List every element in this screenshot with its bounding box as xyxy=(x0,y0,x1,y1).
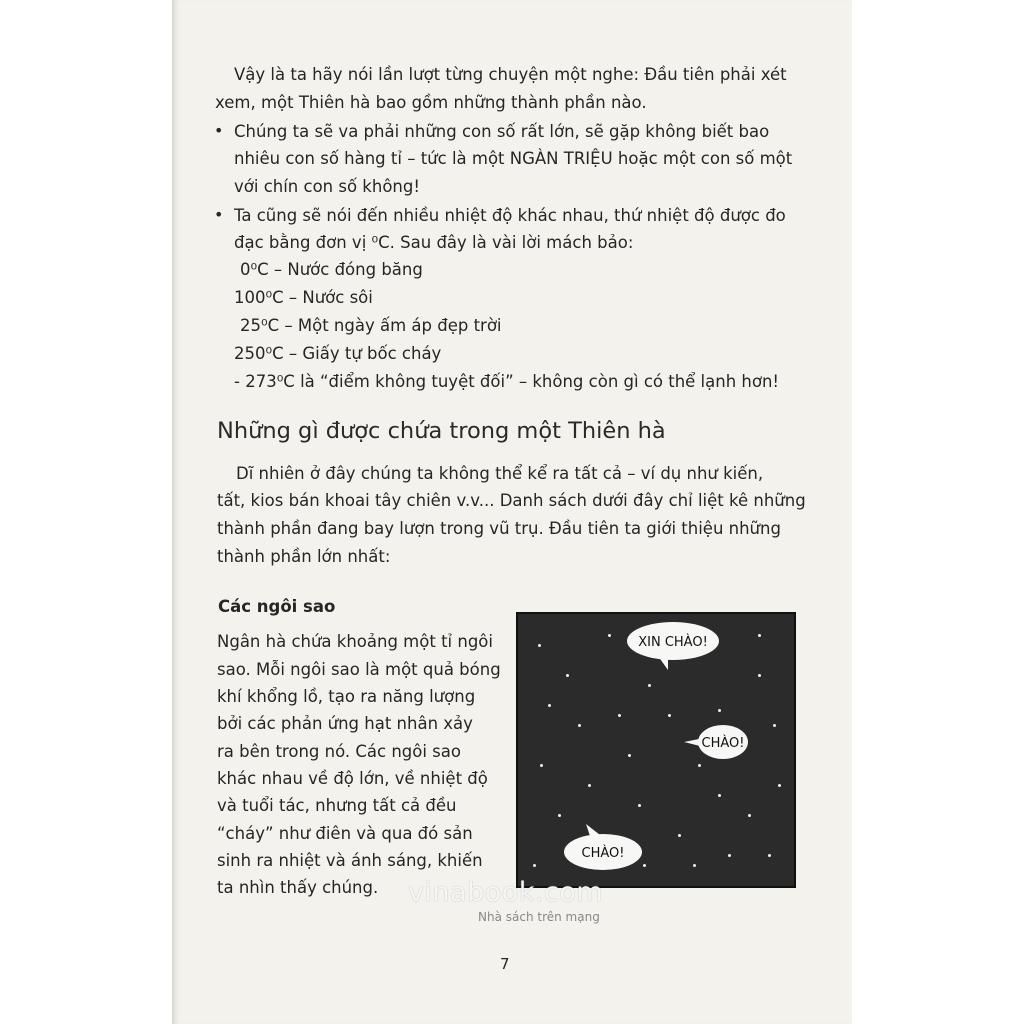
bullet-marker: • xyxy=(214,121,224,140)
subheading-stars: Các ngôi sao xyxy=(218,597,336,616)
stars-text-line: và tuổi tác, nhưng tất cả đều xyxy=(217,796,457,815)
temperature-item: 100⁰C – Nước sôi xyxy=(234,288,373,307)
bubble-text: CHÀO! xyxy=(701,736,745,751)
stars-text-line: khác nhau về độ lớn, về nhiệt độ xyxy=(217,769,488,788)
temperature-item: 25⁰C – Một ngày ấm áp đẹp trời xyxy=(240,316,502,335)
bubble-text: CHÀO! xyxy=(581,846,625,861)
paragraph-line: thành phần lớn nhất: xyxy=(217,547,391,566)
watermark-site: vinabook.com xyxy=(408,877,604,908)
intro-line: xem, một Thiên hà bao gồm những thành phần nào. xyxy=(215,93,647,112)
bullet-line: Chúng ta sẽ va phải những con số rất lớn, sẽ gặp không biết bao xyxy=(234,122,770,141)
speech-bubbles xyxy=(518,614,794,886)
stars-text-line: ta nhìn thấy chúng. xyxy=(217,878,379,897)
section-heading: Những gì được chứa trong một Thiên hà xyxy=(217,418,666,444)
stars-text-line: Ngân hà chứa khoảng một tỉ ngôi xyxy=(217,632,493,651)
bullet-line: với chín con số không! xyxy=(234,177,420,196)
stars-text-line: khí khổng lồ, tạo ra năng lượng xyxy=(217,687,476,706)
temperature-item: 250⁰C – Giấy tự bốc cháy xyxy=(234,344,442,363)
temperature-item: 0⁰C – Nước đóng băng xyxy=(240,260,423,279)
temperature-item: - 273⁰C là “điểm không tuyệt đối” – không còn gì có thể lạnh hơn! xyxy=(234,372,780,391)
stars-text-line: “cháy” như điên và qua đó sản xyxy=(217,824,473,843)
watermark-tagline: Nhà sách trên mạng xyxy=(478,910,600,924)
space-illustration xyxy=(516,612,796,888)
bubble-text: XIN CHÀO! xyxy=(638,635,708,650)
speech-bubble-hi-2 xyxy=(564,824,642,870)
speech-bubble-hi-1 xyxy=(684,725,748,759)
speech-bubble-hello xyxy=(627,622,719,670)
stars-text-line: sinh ra nhiệt và ánh sáng, khiến xyxy=(217,851,483,870)
paragraph-line: tất, kios bán khoai tây chiên v.v... Danh sách dưới đây chỉ liệt kê những xyxy=(217,491,806,510)
page-number: 7 xyxy=(500,955,510,973)
bullet-line: đạc bằng đơn vị ⁰C. Sau đây là vài lời mách bảo: xyxy=(234,233,634,252)
stars-text-line: bởi các phản ứng hạt nhân xảy xyxy=(217,714,473,733)
paragraph-line: Dĩ nhiên ở đây chúng ta không thể kể ra tất cả – ví dụ như kiến, xyxy=(236,464,764,483)
bullet-line: nhiêu con số hàng tỉ – tức là một NGÀN TRIỆU hoặc một con số một xyxy=(234,149,793,168)
bullet-marker: • xyxy=(214,205,224,224)
intro-line: Vậy là ta hãy nói lần lượt từng chuyện một nghe: Đầu tiên phải xét xyxy=(234,65,787,84)
bullet-line: Ta cũng sẽ nói đến nhiều nhiệt độ khác nhau, thứ nhiệt độ được đo xyxy=(234,206,786,225)
stars-text-line: sao. Mỗi ngôi sao là một quả bóng xyxy=(217,660,501,679)
paragraph-line: thành phần đang bay lượn trong vũ trụ. Đầu tiên ta giới thiệu những xyxy=(217,519,781,538)
stars-text-line: ra bên trong nó. Các ngôi sao xyxy=(217,742,461,761)
